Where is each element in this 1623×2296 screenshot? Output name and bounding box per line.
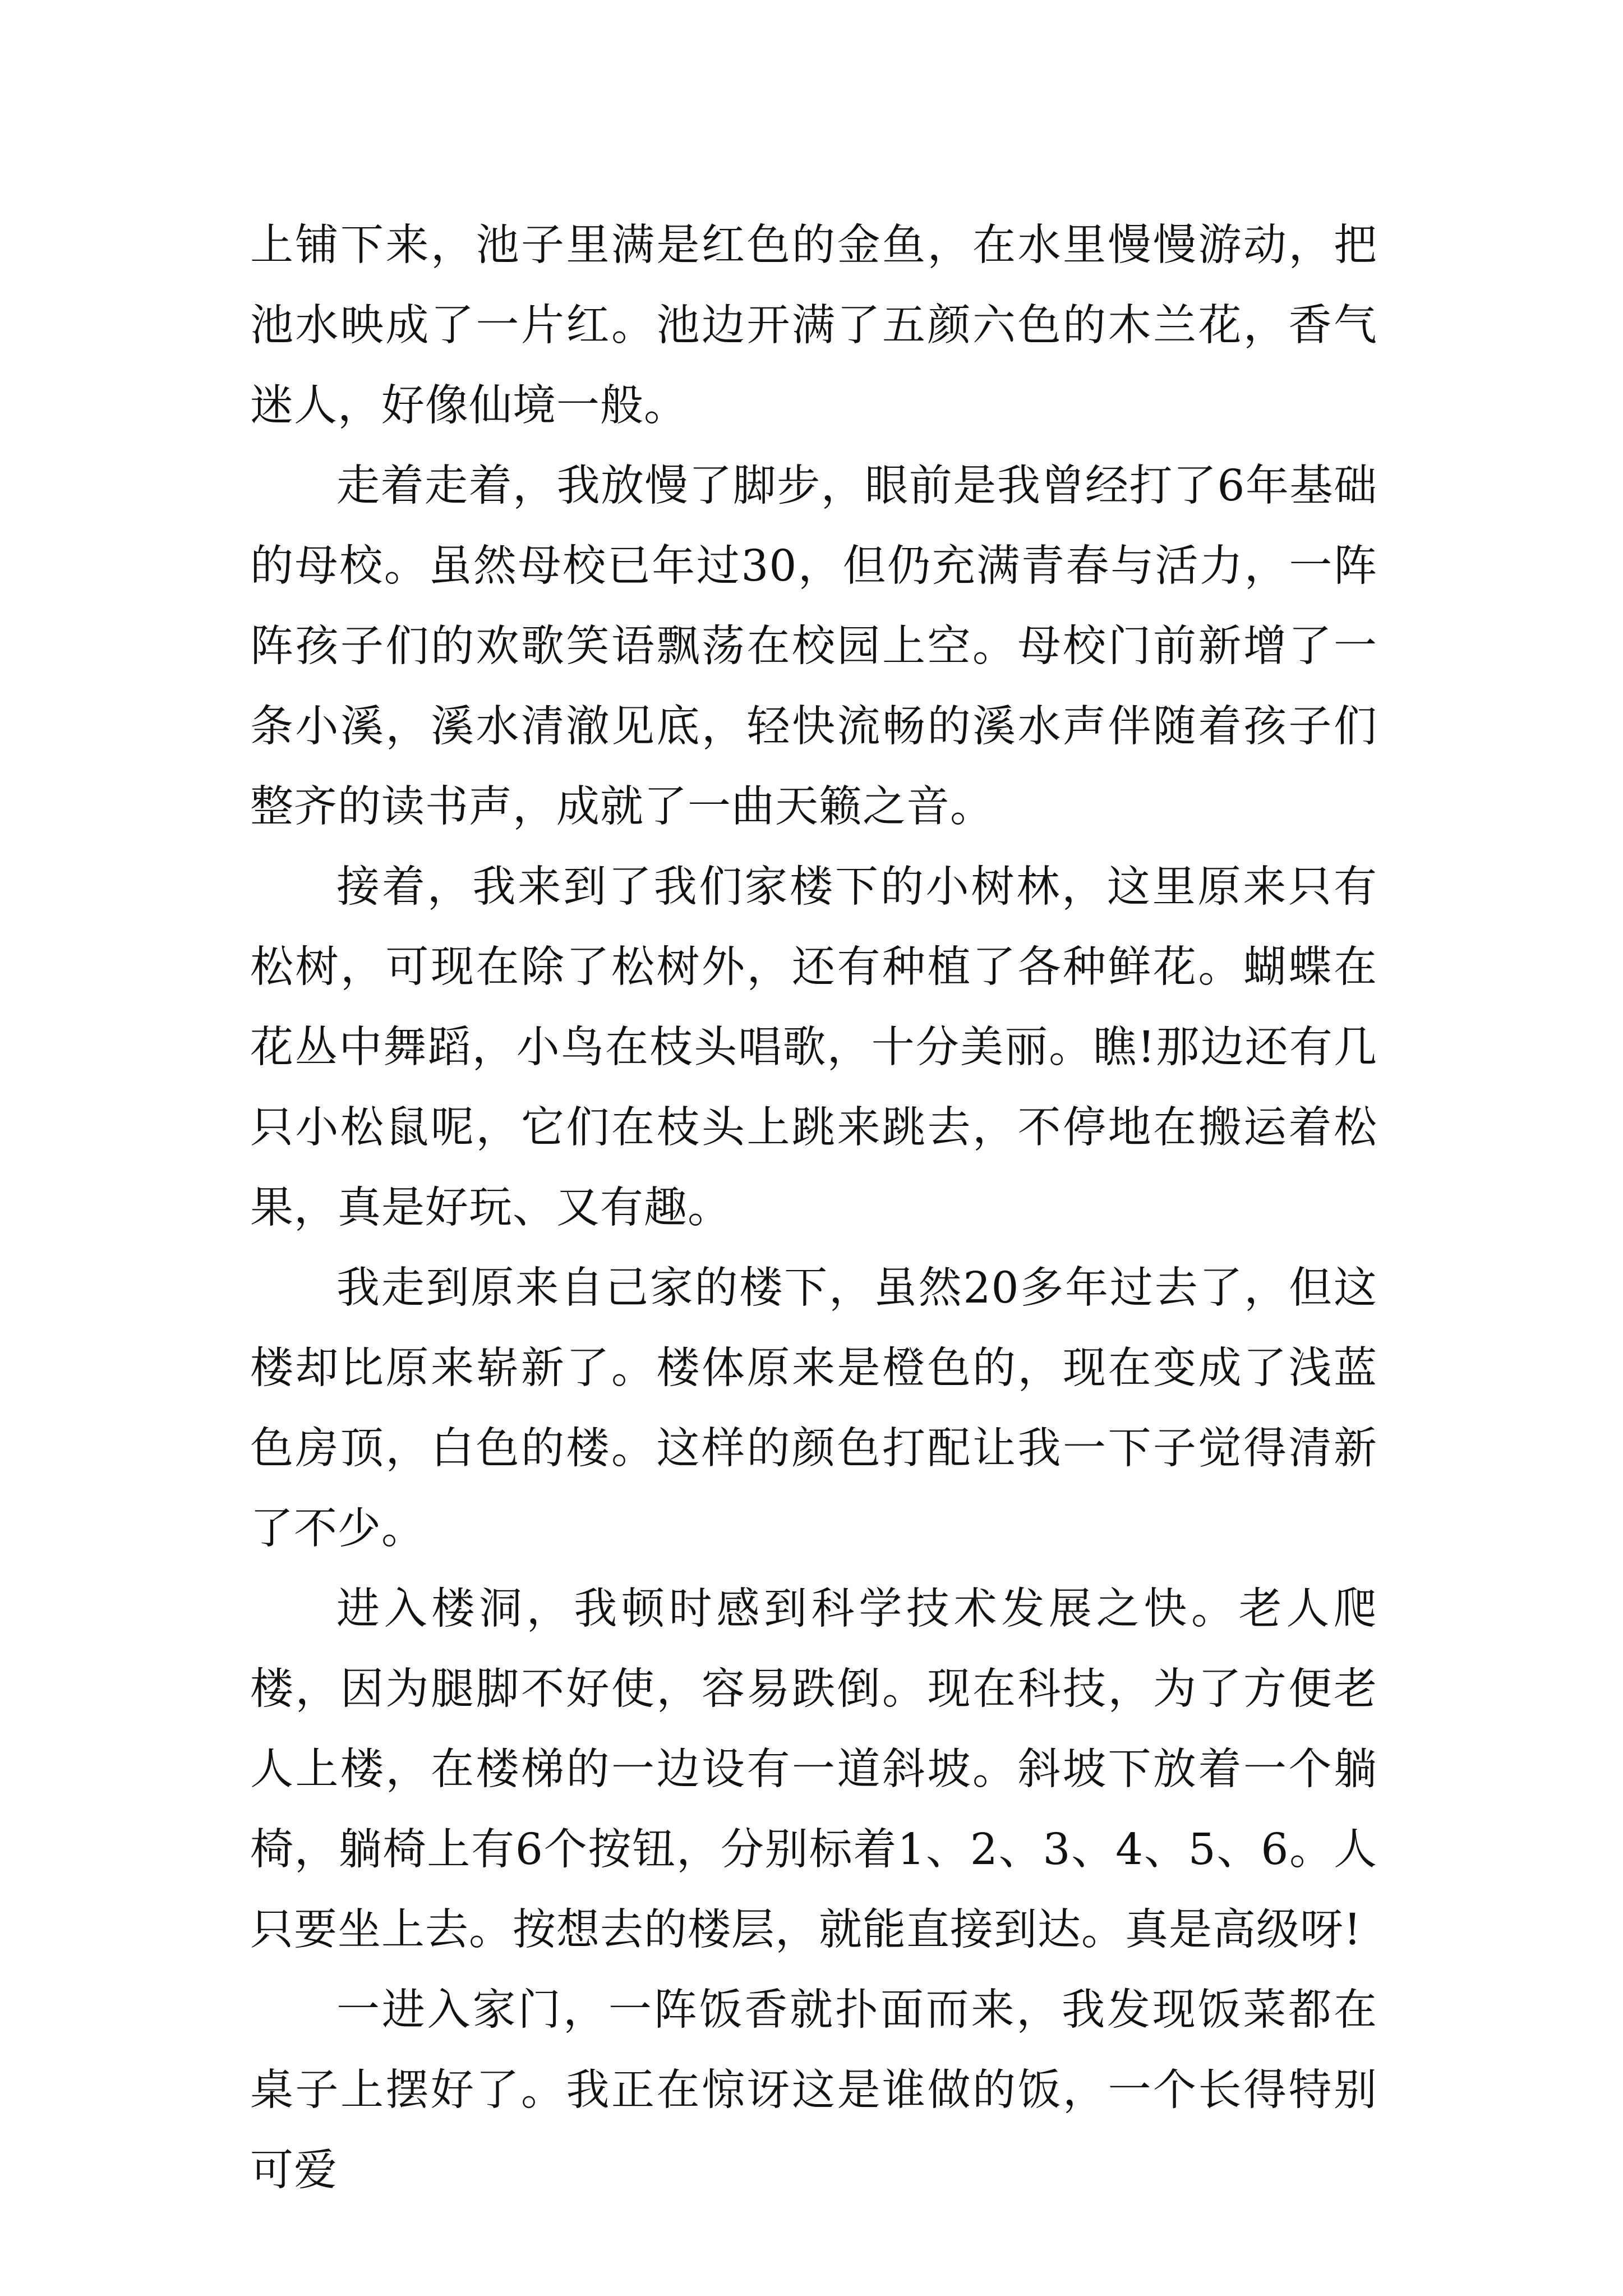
paragraph-1: 上铺下来，池子里满是红色的金鱼，在水里慢慢游动，把池水映成了一片红。池边开满了五颜六色的木兰花，香气迷人，好像仙境一般。	[250, 220, 1377, 431]
paragraph-3: 接着，我来到了我们家楼下的小树林，这里原来只有松树，可现在除了松树外，还有种植了各种鲜花。蝴蝶在花丛中舞蹈，小鸟在枝头唱歌，十分美丽。瞧!那边还有几只小松鼠呢，它们在枝头上跳来跳去，不停地在搬运着松果，真是好玩、又有趣。	[250, 862, 1377, 1233]
paragraph-2: 走着走着，我放慢了脚步，眼前是我曾经打了6年基础的母校。虽然母校已年过30，但仍充满青春与活力，一阵阵孩子们的欢歌笑语飘荡在校园上空。母校门前新增了一条小溪，溪水清澈见底，轻快流畅的溪水声伴随着孩子们整齐的读书声，成就了一曲天籁之音。	[250, 461, 1377, 832]
paragraph-6: 一进入家门，一阵饭香就扑面而来，我发现饭菜都在桌子上摆好了。我正在惊讶这是谁做的饭，一个长得特别可爱	[250, 1985, 1377, 2196]
body-text	[250, 205, 1377, 2211]
paragraph-5: 进入楼洞，我顿时感到科学技术发展之快。老人爬楼，因为腿脚不好使，容易跌倒。现在科技，为了方便老人上楼，在楼梯的一边设有一道斜坡。斜坡下放着一个躺椅，躺椅上有6个按钮，分别标着1、2、3、4、5、6。人只要坐上去。按想去的楼层，就能直接到达。真是高级呀!	[250, 1584, 1377, 1955]
paragraph-4: 我走到原来自己家的楼下，虽然20多年过去了，但这楼却比原来崭新了。楼体原来是橙色的，现在变成了浅蓝色房顶，白色的楼。这样的颜色打配让我一下子觉得清新了不少。	[250, 1263, 1377, 1554]
